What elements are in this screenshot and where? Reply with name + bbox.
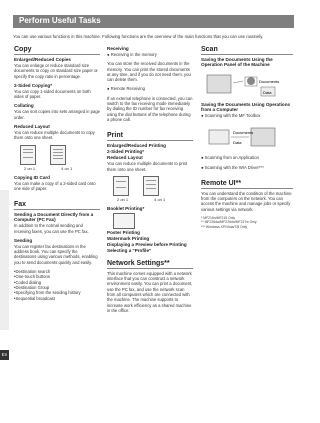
sending-body: You can register fax destinations in the address book. You can specify the destinations using various methods, enabling you to send documents quickly and easily. xyxy=(14,243,98,265)
pc-fax-title: Sending a Document Directly from a Computer (PC Fax) xyxy=(14,212,94,223)
documents-label: Documents xyxy=(259,79,280,84)
print-item-title: 2-Sided Printing* xyxy=(107,149,145,155)
scan-computer-illustration xyxy=(201,122,285,152)
intro-text: You can use various functions in this machine. Following functions are the overview of the main functions that you can use routinely. xyxy=(13,34,264,39)
list-item: • One-touch buttons xyxy=(14,274,100,279)
caption-4on1: 4 on 1 xyxy=(154,196,166,202)
document-sheet-icon xyxy=(143,176,159,196)
caption-2on1: 2 on 1 xyxy=(24,165,36,171)
scan-panel-illustration xyxy=(201,69,285,99)
network-body: This machine comes equipped with a network interface that you can construct a network environment easily. You can print a document, use the PC fax, and use the network scan from all computers which are connected with the machine. The machine supports to increase work efficiency as a shared machine in the office. xyxy=(107,270,193,313)
caption-2on1: 2 on 1 xyxy=(117,196,129,202)
receiving-title: Receiving xyxy=(107,46,129,51)
print-layout-illustration xyxy=(113,176,193,196)
rx-memory-body: You can store the received documents in the memory. You can print the stored documents at any time, and if you do not need them, you can delete them. xyxy=(107,61,191,83)
list-item: • Sequential broadcast xyxy=(14,296,100,301)
footnotes xyxy=(201,216,293,229)
scan-method-toolbox: ● Scanning with the MF Toolbox xyxy=(201,113,261,118)
column-scan-remote xyxy=(201,46,293,229)
fax-heading: Fax xyxy=(14,201,100,210)
copy-item-title: Reduced Layout xyxy=(14,124,50,130)
footnote: * MF216n/MF215 Only xyxy=(201,216,236,221)
scan-panel-title: Saving the Documents Using the Operation Panel of the Machine xyxy=(201,57,273,67)
rx-remote-body: If an external telephone is connected, you can switch to the fax receiving mode immediately by dialing the ID number for fax receiving using the dial buttons of the telephone during a phone call. xyxy=(107,95,193,122)
language-tab: En xyxy=(0,350,9,360)
reduced-layout-illustration xyxy=(20,145,100,165)
section-header xyxy=(13,15,294,28)
side-strip xyxy=(0,190,9,330)
caption-4on1: 4 on 1 xyxy=(61,165,73,171)
scan-heading: Scan xyxy=(201,46,293,55)
print-more-item: Booklet Printing* xyxy=(107,205,145,211)
copy-item-body: You can sort copies into sets arranged in page order. xyxy=(14,109,100,120)
booklet-icon xyxy=(113,213,135,229)
id-card-title: Copying ID Card xyxy=(14,174,50,180)
scan-method-wia: ● Scanning with the WIA Driver*** xyxy=(201,164,264,170)
footnote: ** MF226dw/MF226dn/MF217w Only xyxy=(201,220,257,225)
data-label: Data xyxy=(233,140,242,146)
print-heading: Print xyxy=(107,132,193,141)
scanner-diagram-icon xyxy=(201,69,285,99)
column-copy-fax xyxy=(14,46,100,305)
id-card-body: You can make a copy of a 2-sided card onto one side of paper. xyxy=(14,180,96,191)
list-item: • Destination search xyxy=(14,269,100,274)
remote-ui-heading: Remote UI** xyxy=(201,180,293,189)
sending-title: Sending xyxy=(14,237,33,243)
document-sheet-icon xyxy=(113,176,129,196)
network-heading: Network Settings** xyxy=(107,260,193,269)
rx-remote-title: ● Remote Receiving xyxy=(107,86,145,92)
booklet-illustration xyxy=(113,213,193,229)
copy-item-body: You can copy 1-sided documents on both sides of paper. xyxy=(14,88,91,100)
copy-item-title: 2-Sided Copying* xyxy=(14,82,53,88)
section-title: Perform Useful Tasks xyxy=(19,16,101,25)
column-receive-print xyxy=(107,46,193,317)
print-more-item: Watermark Printing xyxy=(107,235,150,241)
print-more-item: Selecting a "Profile" xyxy=(107,247,152,253)
print-item-body: You can reduce multiple documents to print them onto one sheet. xyxy=(107,161,188,172)
footnote: *** Windows XP/Vista/7/8 Only xyxy=(201,224,248,229)
list-item: • Specifying from the sending history xyxy=(14,290,100,295)
layout-captions xyxy=(24,166,100,171)
copy-heading: Copy xyxy=(14,46,100,55)
list-item: • Destination Group xyxy=(14,285,100,290)
print-more-item: Displaying a Preview before Printing xyxy=(107,241,187,247)
scan-computer-title: Saving the Documents Using Operations from a Computer xyxy=(201,102,291,112)
pc-fax-body: In addition to the normal sending and receiving faxes, you can use the PC fax. xyxy=(14,223,89,234)
data-label: Data xyxy=(263,90,272,95)
copy-item-body: You can enlarge or reduce standard size documents to copy on standard size paper or specify the copy ratio in percentage. xyxy=(14,63,98,79)
print-item-title: Reduced Layout xyxy=(107,155,143,161)
document-sheet-icon xyxy=(20,145,36,165)
document-sheet-icon xyxy=(50,145,66,165)
copy-item-title: Enlarged/Reduced Copies xyxy=(14,57,71,62)
remote-ui-body: You can understand the condition of the machine from the computers on the network. You can access the machine and manage jobs or specify various settings via network. xyxy=(201,190,292,212)
print-more-item: Poster Printing xyxy=(107,229,140,235)
print-item-title: Enlarged/Reduced Printing xyxy=(107,143,166,149)
computer-scan-diagram-icon xyxy=(201,122,285,152)
rx-memory-title: ● Receiving in the memory xyxy=(107,52,157,57)
copy-item-title: Collating xyxy=(14,103,34,109)
sending-methods-list xyxy=(14,269,100,301)
print-layout-captions xyxy=(117,197,193,202)
scan-method-app: ● Scanning from an Application xyxy=(201,155,259,161)
copy-item-body: You can reduce multiple documents to copy them onto one sheet. xyxy=(14,130,95,141)
list-item: • Coded dialing xyxy=(14,280,100,285)
documents-label: Documents xyxy=(233,130,254,136)
